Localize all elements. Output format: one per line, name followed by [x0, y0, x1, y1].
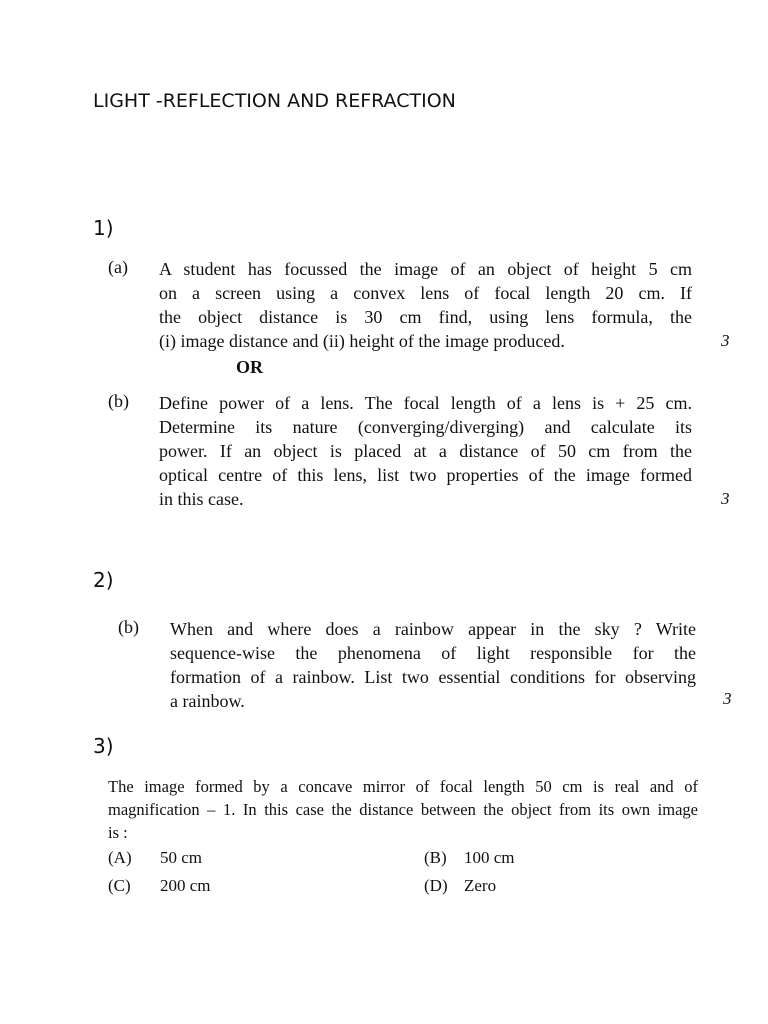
q3-stem-text — [108, 775, 698, 844]
q1a-line-2: on a screen using a convex lens of focal length 20 cm. If — [159, 283, 692, 303]
q3-option-b-label: (B) — [424, 848, 447, 867]
q3-option-d-text: Zero — [464, 876, 497, 895]
q1b-line-1: Define power of a lens. The focal length of a lens is + 25 cm. — [159, 393, 692, 413]
q3-stem-line-3: is : — [108, 823, 128, 842]
q1-part-a-marks: 3 — [721, 331, 730, 350]
q3-option-c-text: 200 cm — [160, 876, 211, 895]
q1a-line-4: (i) image distance and (ii) height of the image produced. — [159, 331, 565, 351]
q1b-line-3: power. If an object is placed at a distance of 50 cm from the — [159, 441, 692, 461]
q1-part-b-text — [159, 391, 692, 511]
q1-part-a-text — [159, 257, 692, 353]
q2b-line-4: a rainbow. — [170, 691, 245, 711]
q1b-line-4: optical centre of this lens, list two properties of the image formed — [159, 465, 692, 485]
question-number-2: 2) — [93, 568, 114, 592]
q1b-line-2: Determine its nature (converging/diverging) and calculate its — [159, 417, 692, 437]
q2b-line-1: When and where does a rainbow appear in the sky ? Write — [170, 619, 696, 639]
q2-part-b-marks: 3 — [723, 689, 732, 708]
page-title: LIGHT -REFLECTION AND REFRACTION — [93, 90, 456, 112]
q3-option-d-label: (D) — [424, 876, 448, 895]
q3-option-c-label: (C) — [108, 876, 131, 895]
q3-option-a-label: (A) — [108, 848, 132, 867]
q3-option-b-text: 100 cm — [464, 848, 515, 867]
q3-stem-line-1: The image formed by a concave mirror of focal length 50 cm is real and of — [108, 777, 698, 796]
question-number-1: 1) — [93, 216, 114, 240]
q2b-line-3: formation of a rainbow. List two essential conditions for observing — [170, 667, 696, 687]
q1b-line-5: in this case. — [159, 489, 244, 509]
q2-part-b-label: (b) — [118, 617, 139, 637]
q2-part-b-text — [170, 617, 696, 713]
q3-stem-line-2: magnification – 1. In this case the distance between the object from its own image — [108, 800, 698, 819]
q3-option-a-text: 50 cm — [160, 848, 203, 867]
or-separator: OR — [236, 357, 263, 377]
q1-part-b-marks: 3 — [721, 489, 730, 508]
q2b-line-2: sequence-wise the phenomena of light responsible for the — [170, 643, 696, 663]
q1-part-a-label: (a) — [108, 257, 128, 277]
q1a-line-1: A student has focussed the image of an object of height 5 cm — [159, 259, 692, 279]
q1a-line-3: the object distance is 30 cm find, using lens formula, the — [159, 307, 692, 327]
q1-part-b-label: (b) — [108, 391, 129, 411]
question-number-3: 3) — [93, 734, 114, 758]
